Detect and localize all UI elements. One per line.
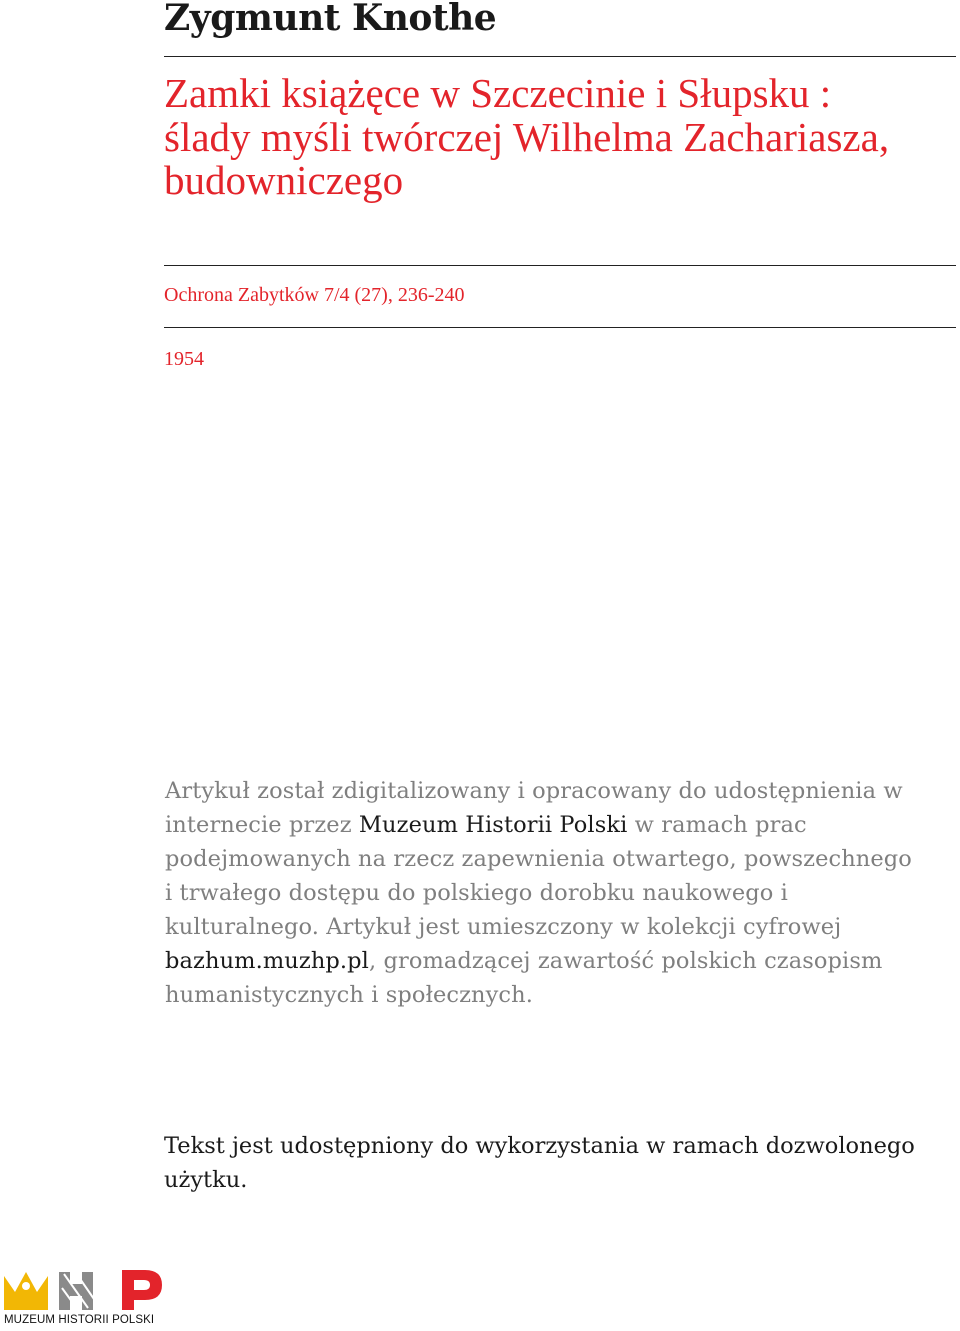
museum-logo-icon xyxy=(4,1266,169,1314)
author-name: Zygmunt Knothe xyxy=(164,0,497,39)
museum-name: Muzeum Historii Polski xyxy=(358,812,628,838)
license-notice: Tekst jest udostępniony do wykorzystania w ramach dozwolonego użytku. xyxy=(164,1133,915,1193)
website-link[interactable]: bazhum.muzhp.pl xyxy=(165,948,369,974)
museum-logo xyxy=(4,1266,169,1330)
notice-text-3: , gromadzącej zawartość polskich czasopism humanistycznych i społecznych. xyxy=(165,948,883,1008)
divider-bottom xyxy=(164,327,956,328)
divider-top xyxy=(164,56,956,57)
museum-logo-text: MUZEUM HISTORII POLSKI xyxy=(4,1314,155,1326)
article-title: Zamki książęce w Szczecinie i Słupsku : ślady myśli twórczej Wilhelma Zachariasza, budowniczego xyxy=(164,70,890,203)
source-citation: Ochrona Zabytków 7/4 (27), 236-240 xyxy=(164,284,465,306)
publication-year: 1954 xyxy=(164,348,204,370)
notice-text-2: w ramach prac podejmowanych na rzecz zapewnienia otwartego, powszechnego i trwałego dostępu do polskiego dorobku naukowego i kulturalnego. Artykuł jest umieszczony w kolekcji cyfrowej xyxy=(165,812,912,940)
divider-middle xyxy=(164,265,956,266)
notice-text-1: Artykuł został zdigitalizowany i opracowany do udostępnienia w internecie przez xyxy=(165,778,903,838)
digitization-notice xyxy=(165,774,925,1012)
